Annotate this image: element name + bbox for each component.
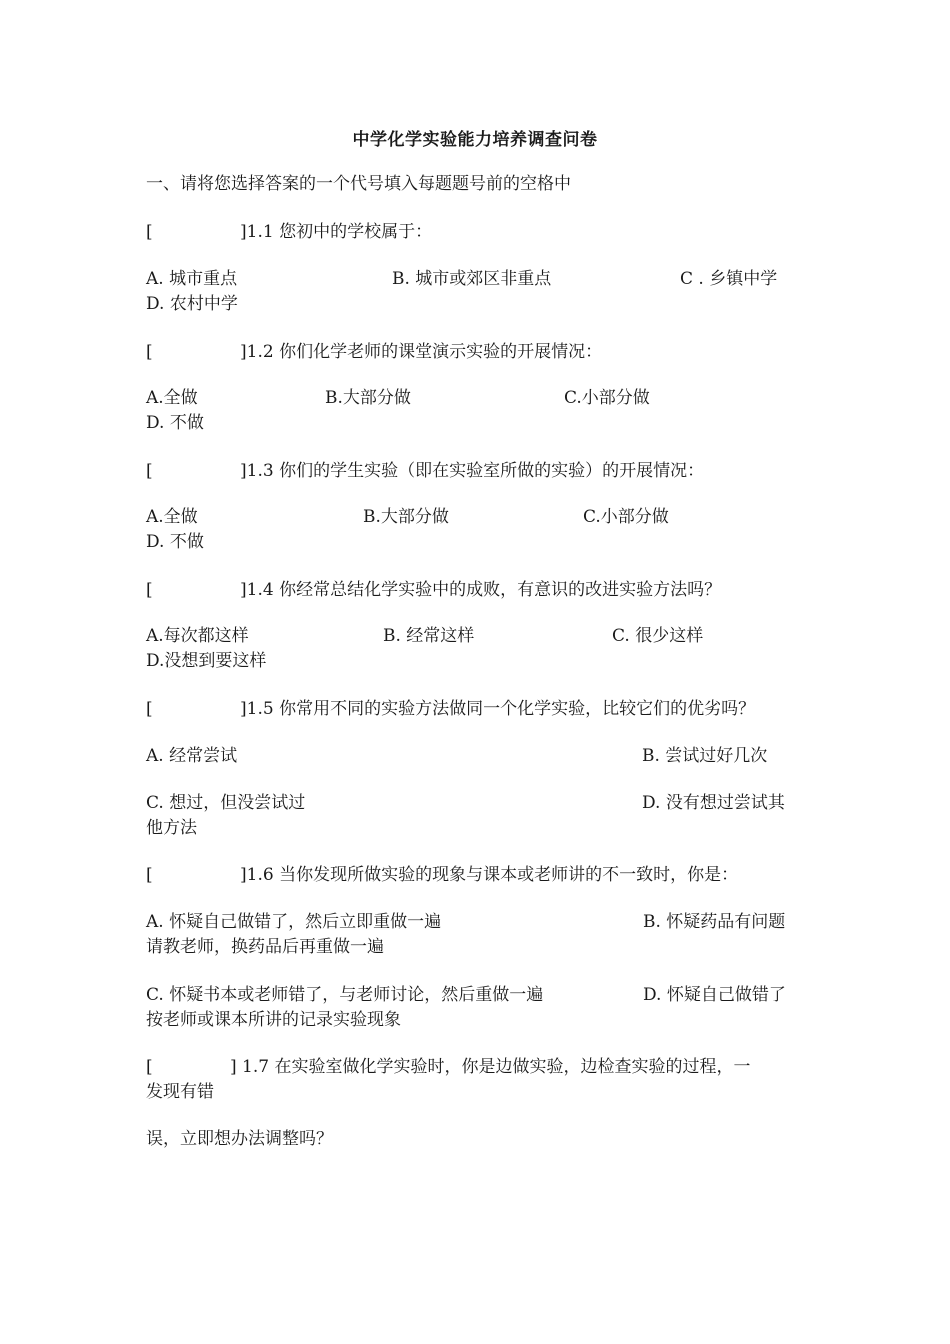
- option-b: B. 城市或郊区非重点: [392, 269, 552, 289]
- option-d: D. 没有想过尝试其: [642, 793, 785, 813]
- option-d: D. 不做: [146, 413, 204, 433]
- question-stem: ]1.6 当你发现所做实验的现象与课本或老师讲的不一致时，你是：: [240, 865, 739, 885]
- option-c: C.小部分做: [583, 507, 669, 527]
- option-d-continuation: 他方法: [146, 818, 197, 838]
- option-c: C. 怀疑书本或老师错了，与老师讨论，然后重做一遍: [146, 985, 544, 1005]
- option-a: A. 经常尝试: [146, 746, 238, 766]
- option-d: D. 农村中学: [146, 294, 238, 314]
- question-stem-continuation-2: 误，立即想办法调整吗？: [146, 1129, 333, 1149]
- answer-blank-bracket[interactable]: [: [146, 699, 153, 719]
- option-c: C . 乡镇中学: [680, 269, 778, 289]
- option-a: A.全做: [146, 507, 198, 527]
- option-b: B.大部分做: [325, 388, 411, 408]
- option-a: A.全做: [146, 388, 198, 408]
- answer-blank-bracket[interactable]: [: [146, 461, 153, 481]
- option-b-continuation: 请教老师，换药品后再重做一遍: [146, 937, 384, 957]
- answer-blank-bracket[interactable]: [: [146, 342, 153, 362]
- option-c: C.小部分做: [564, 388, 650, 408]
- option-b: B. 怀疑药品有问题: [643, 912, 786, 932]
- answer-blank-bracket[interactable]: [: [146, 865, 153, 885]
- question-stem: ] 1.7 在实验室做化学实验时，你是边做实验，边检查实验的过程，一: [230, 1057, 751, 1077]
- option-d: D. 怀疑自己做错了: [643, 985, 786, 1005]
- option-d: D. 不做: [146, 532, 204, 552]
- answer-blank-bracket[interactable]: [: [146, 222, 153, 242]
- question-stem: ]1.1 您初中的学校属于：: [240, 222, 433, 242]
- option-b: B.大部分做: [363, 507, 449, 527]
- question-stem: ]1.4 你经常总结化学实验中的成败，有意识的改进实验方法吗？: [240, 580, 722, 600]
- answer-blank-bracket[interactable]: [: [146, 1057, 153, 1077]
- option-c: C. 想过，但没尝试过: [146, 793, 306, 813]
- option-d: D.没想到要这样: [146, 651, 267, 671]
- option-d-continuation: 按老师或课本所讲的记录实验现象: [146, 1010, 401, 1030]
- question-stem: ]1.2 你们化学老师的课堂演示实验的开展情况：: [240, 342, 603, 362]
- option-a: A. 怀疑自己做错了，然后立即重做一遍: [146, 912, 442, 932]
- question-stem: ]1.5 你常用不同的实验方法做同一个化学实验，比较它们的优劣吗？: [240, 699, 756, 719]
- question-stem-continuation: 发现有错: [146, 1082, 214, 1102]
- option-a: A. 城市重点: [146, 269, 238, 289]
- page-title: 中学化学实验能力培养调查问卷: [352, 130, 598, 150]
- option-b: B. 尝试过好几次: [642, 746, 768, 766]
- option-a: A.每次都这样: [146, 626, 249, 646]
- option-c: C. 很少这样: [612, 626, 704, 646]
- option-b: B. 经常这样: [383, 626, 475, 646]
- answer-blank-bracket[interactable]: [: [146, 580, 153, 600]
- section-heading: 一、请将您选择答案的一个代号填入每题题号前的空格中: [146, 174, 571, 194]
- question-stem: ]1.3 你们的学生实验（即在实验室所做的实验）的开展情况：: [240, 461, 705, 481]
